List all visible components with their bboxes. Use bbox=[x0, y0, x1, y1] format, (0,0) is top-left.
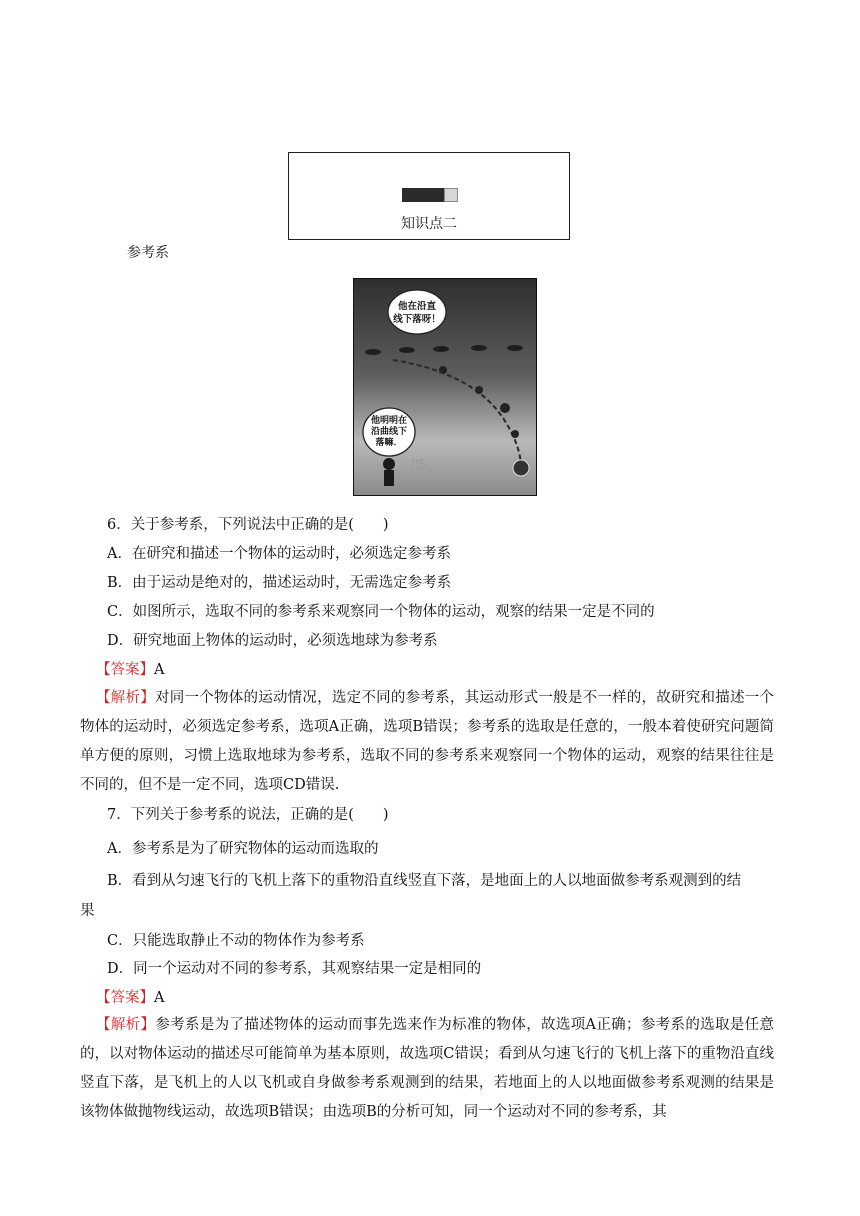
bubble-bottom-line-1: 他明明在 bbox=[370, 416, 408, 426]
q7-option-d: D．同一个运动对不同的参考系，其观察结果一定是相同的 bbox=[107, 961, 482, 977]
bubble-top-line-2: 线下落呀！ bbox=[393, 314, 441, 325]
q7-option-b-cont: 果 bbox=[80, 903, 95, 919]
q6-option-a: A．在研究和描述一个物体的运动时，必须选定参考系 bbox=[107, 546, 451, 562]
q7-analysis-tag: 【解析】 bbox=[96, 1017, 156, 1033]
q7-analysis-text: 参考系是为了描述物体的运动而事先选来作为标准的物体，故选项A正确；参考系的选取是任意的，以对物体运动的描述尽可能简单为基本原则，故选项C错误；看到从匀速飞行的飞机上落下的重物沿直线竖直下落，是飞机上的人以飞机或自身做参考系观测到的结果，若地面上的人以地面做参考系观测的结果是该物体做抛物线运动，故选项B错误；由选项B的分析可知，同一个运动对不同的参考系，其 bbox=[80, 1017, 775, 1120]
knowledge-point-title: 知识点二 bbox=[401, 216, 457, 232]
q6-analysis-text: 对同一个物体的运动情况，选定不同的参考系，其运动形式一般是不一样的，故研究和描述一个物体的运动时，必须选定参考系，选项A正确，选项B错误；参考系的选取是任意的，一般本着使研究问题简单方便的原则，习惯上选取地球为参考系，选取不同的参考系来观察同一个物体的运动，观察的结果往往是不同的，但不是一定不同，选项CD错误. bbox=[80, 690, 775, 793]
q7-stem: 7．下列关于参考系的说法，正确的是( ) bbox=[107, 807, 389, 823]
q6-answer bbox=[96, 660, 164, 680]
q7-option-c: C．只能选取静止不动的物体作为参考系 bbox=[107, 933, 365, 949]
q6-answer-value: A bbox=[154, 662, 165, 678]
q7-option-b: B．看到从匀速飞行的飞机上落下的重物沿直线竖直下落，是地面上的人以地面做参考系观测到的结 bbox=[107, 873, 742, 889]
q7-option-a: A．参考系是为了研究物体的运动而选取的 bbox=[107, 841, 379, 857]
q6-option-c: C．如图所示，选取不同的参考系来观察同一个物体的运动，观察的结果一定是不同的 bbox=[107, 604, 655, 620]
q6-answer-tag: 【答案】 bbox=[96, 662, 154, 678]
bubble-top-line-1: 他在沿直 bbox=[397, 301, 437, 312]
q6-option-b: B．由于运动是绝对的，描述运动时，无需选定参考系 bbox=[107, 575, 452, 591]
q7-answer-value: A bbox=[154, 990, 165, 1006]
bubble-bottom-line-2: 沿曲线下 bbox=[370, 427, 408, 437]
reference-frame-figure bbox=[353, 278, 537, 496]
svg-text:PS: PS bbox=[411, 457, 426, 471]
bubble-bottom-line-3: 落嘛． bbox=[375, 438, 403, 448]
q6-analysis bbox=[80, 684, 774, 800]
q7-analysis bbox=[80, 1011, 774, 1127]
q6-stem: 6．关于参考系，下列说法中正确的是( ) bbox=[107, 517, 389, 533]
section-title: 参考系 bbox=[127, 245, 169, 261]
q6-analysis-tag: 【解析】 bbox=[96, 690, 155, 706]
knowledge-bar-icon bbox=[402, 188, 458, 202]
q6-option-d: D．研究地面上物体的运动时，必须选地球为参考系 bbox=[107, 633, 438, 649]
knowledge-point-box bbox=[288, 152, 570, 240]
q7-answer-tag: 【答案】 bbox=[96, 990, 154, 1006]
q7-answer bbox=[96, 988, 164, 1008]
